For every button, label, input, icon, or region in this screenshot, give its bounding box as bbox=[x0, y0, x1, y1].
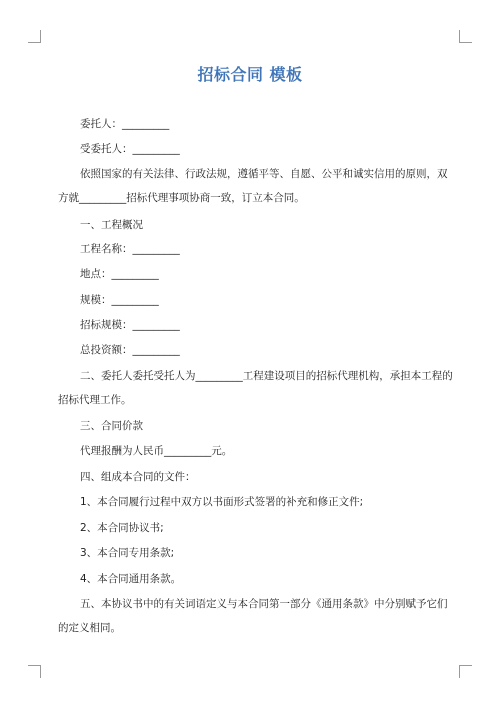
section-4-heading: 四、组成本合同的文件： bbox=[80, 471, 196, 483]
trustee-line: 受委托人：_________ bbox=[80, 143, 180, 155]
section-2-line-1: 二、委托人委托受托人为_________工程建设项目的招标代理机构，承担本工程的 bbox=[80, 370, 453, 382]
project-name-line: 工程名称：_________ bbox=[80, 243, 180, 255]
crop-mark-bottom-left bbox=[28, 665, 41, 678]
document-item-4: 4、本合同通用条款。 bbox=[80, 573, 182, 585]
location-line: 地点：_________ bbox=[80, 268, 159, 280]
principal-line: 委托人：_________ bbox=[80, 118, 170, 130]
section-5-line-1: 五、本协议书中的有关词语定义与本合同第一部分《通用条款》中分别赋予它们 bbox=[80, 598, 448, 610]
tender-scale-line: 招标规模：_________ bbox=[80, 319, 180, 331]
document-title: 招标合同 模板 bbox=[197, 65, 303, 84]
preamble-line-2: 方就_________招标代理事项协商一致，订立本合同。 bbox=[58, 192, 305, 204]
document-item-3: 3、本合同专用条款; bbox=[80, 547, 175, 559]
fee-line: 代理报酬为人民币_________元。 bbox=[80, 445, 233, 457]
scale-line: 规模：_________ bbox=[80, 294, 159, 306]
document-item-1: 1、本合同履行过程中双方以书面形式签署的补充和修正文件; bbox=[80, 496, 364, 508]
preamble-line-1: 依照国家的有关法律、行政法规，遵循平等、自愿、公平和诚实信用的原则，双 bbox=[80, 168, 448, 180]
section-5-line-2: 的定义相同。 bbox=[58, 622, 121, 634]
total-investment-line: 总投资额：_________ bbox=[80, 344, 180, 356]
crop-mark-top-right bbox=[459, 30, 472, 43]
section-1-heading: 一、工程概况 bbox=[80, 219, 143, 231]
crop-mark-top-left bbox=[28, 30, 41, 43]
document-item-2: 2、本合同协议书; bbox=[80, 522, 164, 534]
section-3-heading: 三、合同价款 bbox=[80, 420, 143, 432]
section-2-line-2: 招标代理工作。 bbox=[58, 394, 132, 406]
crop-mark-bottom-right bbox=[459, 665, 472, 678]
